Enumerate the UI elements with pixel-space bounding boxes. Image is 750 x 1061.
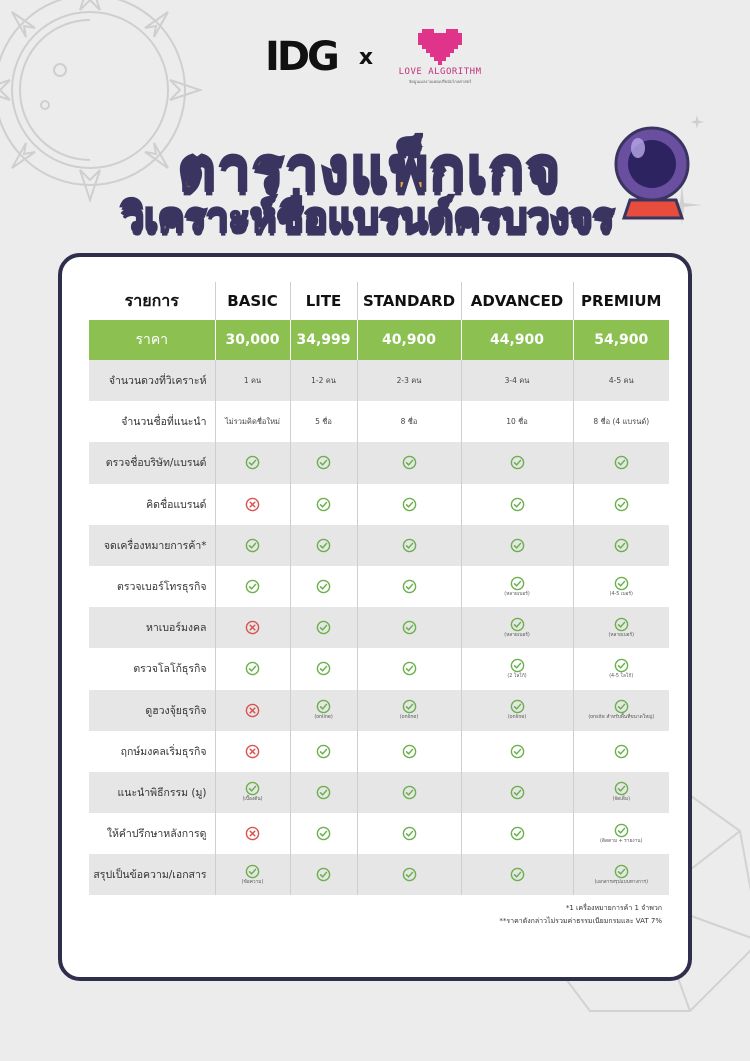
- table-row: [89, 525, 669, 566]
- cell-lite: [290, 648, 357, 689]
- idg-logo: IDG: [264, 34, 337, 80]
- check-icon: [402, 497, 417, 512]
- cell-lite: [290, 690, 357, 731]
- cell-basic: [215, 772, 290, 813]
- cell-note: (ติดตาม + รายงาน): [600, 838, 643, 844]
- row-label: ตรวจโลโก้ธุรกิจ: [133, 663, 207, 676]
- cross-icon: [245, 703, 260, 718]
- check-icon: [510, 497, 525, 512]
- check-icon: [316, 538, 331, 553]
- check-icon: [510, 785, 525, 800]
- check-icon: [245, 781, 260, 796]
- cell-note: (หลายเบอร์): [608, 632, 634, 638]
- cell-standard: [357, 648, 461, 689]
- cell-basic: [215, 484, 290, 525]
- cell-standard: [357, 854, 461, 895]
- cell-standard: [357, 690, 461, 731]
- cell-advanced: [461, 566, 573, 607]
- table-header-row: [89, 282, 669, 320]
- check-icon: [316, 661, 331, 676]
- row-label: ให้คำปรึกษาหลังการดู: [106, 828, 207, 841]
- cell-advanced: [461, 360, 573, 401]
- row-label: หาเบอร์มงคล: [89, 607, 215, 648]
- price-row: [89, 320, 669, 360]
- cell-note: (online): [399, 715, 419, 721]
- cell-note: (4-5 โลโก้): [609, 673, 634, 679]
- row-label: ฤกษ์มงคลเริ่มธุรกิจ: [120, 745, 207, 758]
- row-label: คิดชื่อแบรนด์: [146, 498, 207, 511]
- cell-value: 1 คน: [243, 375, 262, 385]
- header-advanced: ADVANCED: [461, 282, 573, 320]
- cell-note: (onsite สำหรับพื้นที่ขนาดใหญ่): [588, 715, 655, 721]
- cell-lite: [290, 731, 357, 772]
- cell-premium: [573, 813, 669, 854]
- cross-icon: [245, 744, 260, 759]
- header-basic: BASIC: [215, 282, 290, 320]
- cell-standard: [357, 525, 461, 566]
- table-row: [89, 690, 669, 731]
- table-row: [89, 731, 669, 772]
- cell-advanced: [461, 648, 573, 689]
- cell-value: 8 ชื่อ: [400, 416, 418, 426]
- check-icon: [510, 867, 525, 882]
- row-label: ตรวจชื่อบริษัท/แบรนด์: [89, 442, 215, 483]
- cell-basic: [215, 607, 290, 648]
- pixel-heart-icon: [418, 29, 462, 65]
- check-icon: [614, 538, 629, 553]
- cell-advanced: [461, 731, 573, 772]
- cell-note: (หลายเบอร์): [504, 591, 530, 597]
- cell-standard: [357, 566, 461, 607]
- cell-note: (online): [314, 715, 333, 721]
- cell-lite: [290, 772, 357, 813]
- check-icon: [245, 864, 260, 879]
- price-lite: 34,999: [290, 320, 357, 360]
- check-icon: [402, 455, 417, 470]
- cell-note: (online): [507, 715, 527, 721]
- cell-premium: [573, 854, 669, 895]
- table-row: [89, 813, 669, 854]
- footnote-trademark: *1 เครื่องหมายการค้า 1 จำพวก: [565, 904, 662, 912]
- cell-value: 5 ชื่อ: [315, 416, 332, 426]
- row-label: จดเครื่องหมายการค้า*: [89, 525, 215, 566]
- check-icon: [245, 455, 260, 470]
- row-label: ตรวจเบอร์โทรธุรกิจ: [117, 581, 207, 594]
- cell-premium: [573, 525, 669, 566]
- table-row: [89, 772, 669, 813]
- check-icon: [510, 455, 525, 470]
- cell-standard: [357, 607, 461, 648]
- cell-basic: [215, 525, 290, 566]
- love-algorithm-logo: [395, 29, 485, 85]
- check-icon: [316, 699, 331, 714]
- cell-value: ไม่รวมคิดชื่อใหม่: [225, 416, 280, 426]
- row-label: จำนวนชื่อที่แนะนำ: [121, 416, 207, 429]
- price-basic: 30,000: [215, 320, 290, 360]
- cell-premium: [573, 648, 669, 689]
- check-icon: [614, 864, 629, 879]
- cell-advanced: [461, 813, 573, 854]
- cell-note: (หลายเบอร์): [504, 632, 530, 638]
- row-label: จำนวนดวงที่วิเคราะห์: [89, 360, 215, 401]
- logo-separator: x: [358, 44, 374, 70]
- cell-value: 8 ชื่อ (4 แบรนด์): [593, 416, 650, 426]
- price-label: ราคา: [89, 320, 215, 360]
- cell-basic: [215, 360, 290, 401]
- check-icon: [316, 785, 331, 800]
- cell-basic: [215, 648, 290, 689]
- check-icon: [614, 744, 629, 759]
- check-icon: [402, 699, 417, 714]
- price-advanced: 44,900: [461, 320, 573, 360]
- cell-basic: [215, 813, 290, 854]
- cell-advanced: [461, 854, 573, 895]
- cell-value: 3-4 คน: [504, 375, 530, 385]
- cell-advanced: [461, 442, 573, 483]
- check-icon: [510, 658, 525, 673]
- cell-advanced: [461, 484, 573, 525]
- cross-icon: [245, 620, 260, 635]
- cell-advanced: [461, 607, 573, 648]
- love-algorithm-tagline: จัดอูนเมลงานเพอเปรียนับไกลศาสตร์: [408, 79, 472, 84]
- package-table-wrapper: [89, 282, 669, 895]
- check-icon: [402, 744, 417, 759]
- cell-premium: [573, 772, 669, 813]
- cell-value: 10 ชื่อ: [506, 416, 528, 426]
- package-comparison-table: [89, 282, 669, 895]
- check-icon: [614, 455, 629, 470]
- cell-basic: [215, 566, 290, 607]
- cell-note: (2 โลโก้): [507, 673, 527, 679]
- check-icon: [245, 579, 260, 594]
- row-label: แนะนำพิธีกรรม (มู): [89, 772, 215, 813]
- cell-advanced: [461, 525, 573, 566]
- check-icon: [614, 617, 629, 632]
- table-row: [89, 566, 669, 607]
- cell-lite: [290, 401, 357, 442]
- cell-lite: [290, 525, 357, 566]
- check-icon: [614, 781, 629, 796]
- cell-lite: [290, 360, 357, 401]
- page-title: ตารางแพ็กเกจ: [178, 135, 562, 203]
- check-icon: [316, 826, 331, 841]
- table-row: [89, 442, 669, 483]
- check-icon: [316, 497, 331, 512]
- cell-standard: [357, 360, 461, 401]
- price-standard: 40,900: [357, 320, 461, 360]
- table-row: [89, 401, 669, 442]
- cell-standard: [357, 813, 461, 854]
- cell-note: (เบื้องต้น): [242, 797, 263, 803]
- check-icon: [510, 538, 525, 553]
- cell-premium: [573, 731, 669, 772]
- cell-lite: [290, 566, 357, 607]
- check-icon: [614, 699, 629, 714]
- cell-standard: [357, 442, 461, 483]
- check-icon: [245, 538, 260, 553]
- table-row: [89, 607, 669, 648]
- check-icon: [614, 658, 629, 673]
- check-icon: [316, 455, 331, 470]
- row-label: ดูฮวงจุ้ยธุรกิจ: [89, 690, 215, 731]
- cell-basic: [215, 731, 290, 772]
- table-row: [89, 854, 669, 895]
- cell-note: (4-5 เบอร์): [609, 591, 633, 597]
- cell-premium: [573, 484, 669, 525]
- cell-note: (เอกสารสรุปแบบทางการ): [594, 879, 648, 885]
- check-icon: [316, 744, 331, 759]
- cell-advanced: [461, 772, 573, 813]
- check-icon: [510, 744, 525, 759]
- price-premium: 54,900: [573, 320, 669, 360]
- check-icon: [402, 579, 417, 594]
- cell-basic: [215, 854, 290, 895]
- page-subtitle: วิเคราะห์ชื่อแบรนด์ครบวงจร: [121, 195, 615, 241]
- cell-basic: [215, 690, 290, 731]
- row-label: สรุปเป็นข้อความ/เอกสาร: [89, 854, 215, 895]
- cell-value: 1-2 คน: [311, 375, 336, 385]
- check-icon: [402, 620, 417, 635]
- cell-lite: [290, 484, 357, 525]
- cross-icon: [245, 826, 260, 841]
- cell-premium: [573, 360, 669, 401]
- check-icon: [402, 538, 417, 553]
- cell-standard: [357, 772, 461, 813]
- cell-advanced: [461, 690, 573, 731]
- check-icon: [316, 867, 331, 882]
- check-icon: [402, 785, 417, 800]
- cell-premium: [573, 442, 669, 483]
- cell-premium: [573, 566, 669, 607]
- cell-value: 2-3 คน: [396, 375, 422, 385]
- header-premium: PREMIUM: [573, 282, 669, 320]
- cell-standard: [357, 731, 461, 772]
- cell-standard: [357, 484, 461, 525]
- table-row: [89, 360, 669, 401]
- cell-standard: [357, 401, 461, 442]
- check-icon: [510, 617, 525, 632]
- cell-lite: [290, 813, 357, 854]
- check-icon: [402, 867, 417, 882]
- cell-value: 4-5 คน: [608, 375, 634, 385]
- check-icon: [316, 579, 331, 594]
- check-icon: [614, 497, 629, 512]
- check-icon: [510, 699, 525, 714]
- check-icon: [510, 826, 525, 841]
- check-icon: [614, 576, 629, 591]
- header-standard: STANDARD: [357, 282, 461, 320]
- cell-lite: [290, 442, 357, 483]
- cell-basic: [215, 401, 290, 442]
- check-icon: [402, 661, 417, 676]
- cell-note: (ข้อความ): [241, 879, 264, 885]
- header-lite: LITE: [290, 282, 357, 320]
- table-row: [89, 484, 669, 525]
- cell-premium: [573, 607, 669, 648]
- check-icon: [402, 826, 417, 841]
- table-row: [89, 648, 669, 689]
- cell-premium: [573, 401, 669, 442]
- check-icon: [245, 661, 260, 676]
- check-icon: [614, 823, 629, 838]
- cell-lite: [290, 607, 357, 648]
- cell-basic: [215, 442, 290, 483]
- cell-advanced: [461, 401, 573, 442]
- package-card: [58, 253, 692, 981]
- header-item: รายการ: [124, 290, 179, 310]
- love-algorithm-wordmark: LOVE ALGORITHM: [398, 67, 482, 77]
- cell-premium: [573, 690, 669, 731]
- footnotes: [499, 902, 662, 928]
- check-icon: [510, 576, 525, 591]
- cell-lite: [290, 854, 357, 895]
- partner-logos: [0, 22, 750, 92]
- cell-note: (จัดเต็ม): [612, 797, 631, 803]
- cross-icon: [245, 497, 260, 512]
- check-icon: [316, 620, 331, 635]
- footnote-price: **ราคาดังกล่าวไม่รวมค่าธรรมเนียมกรมและ VAT 7%: [499, 917, 662, 925]
- crystal-ball-icon: [608, 122, 698, 222]
